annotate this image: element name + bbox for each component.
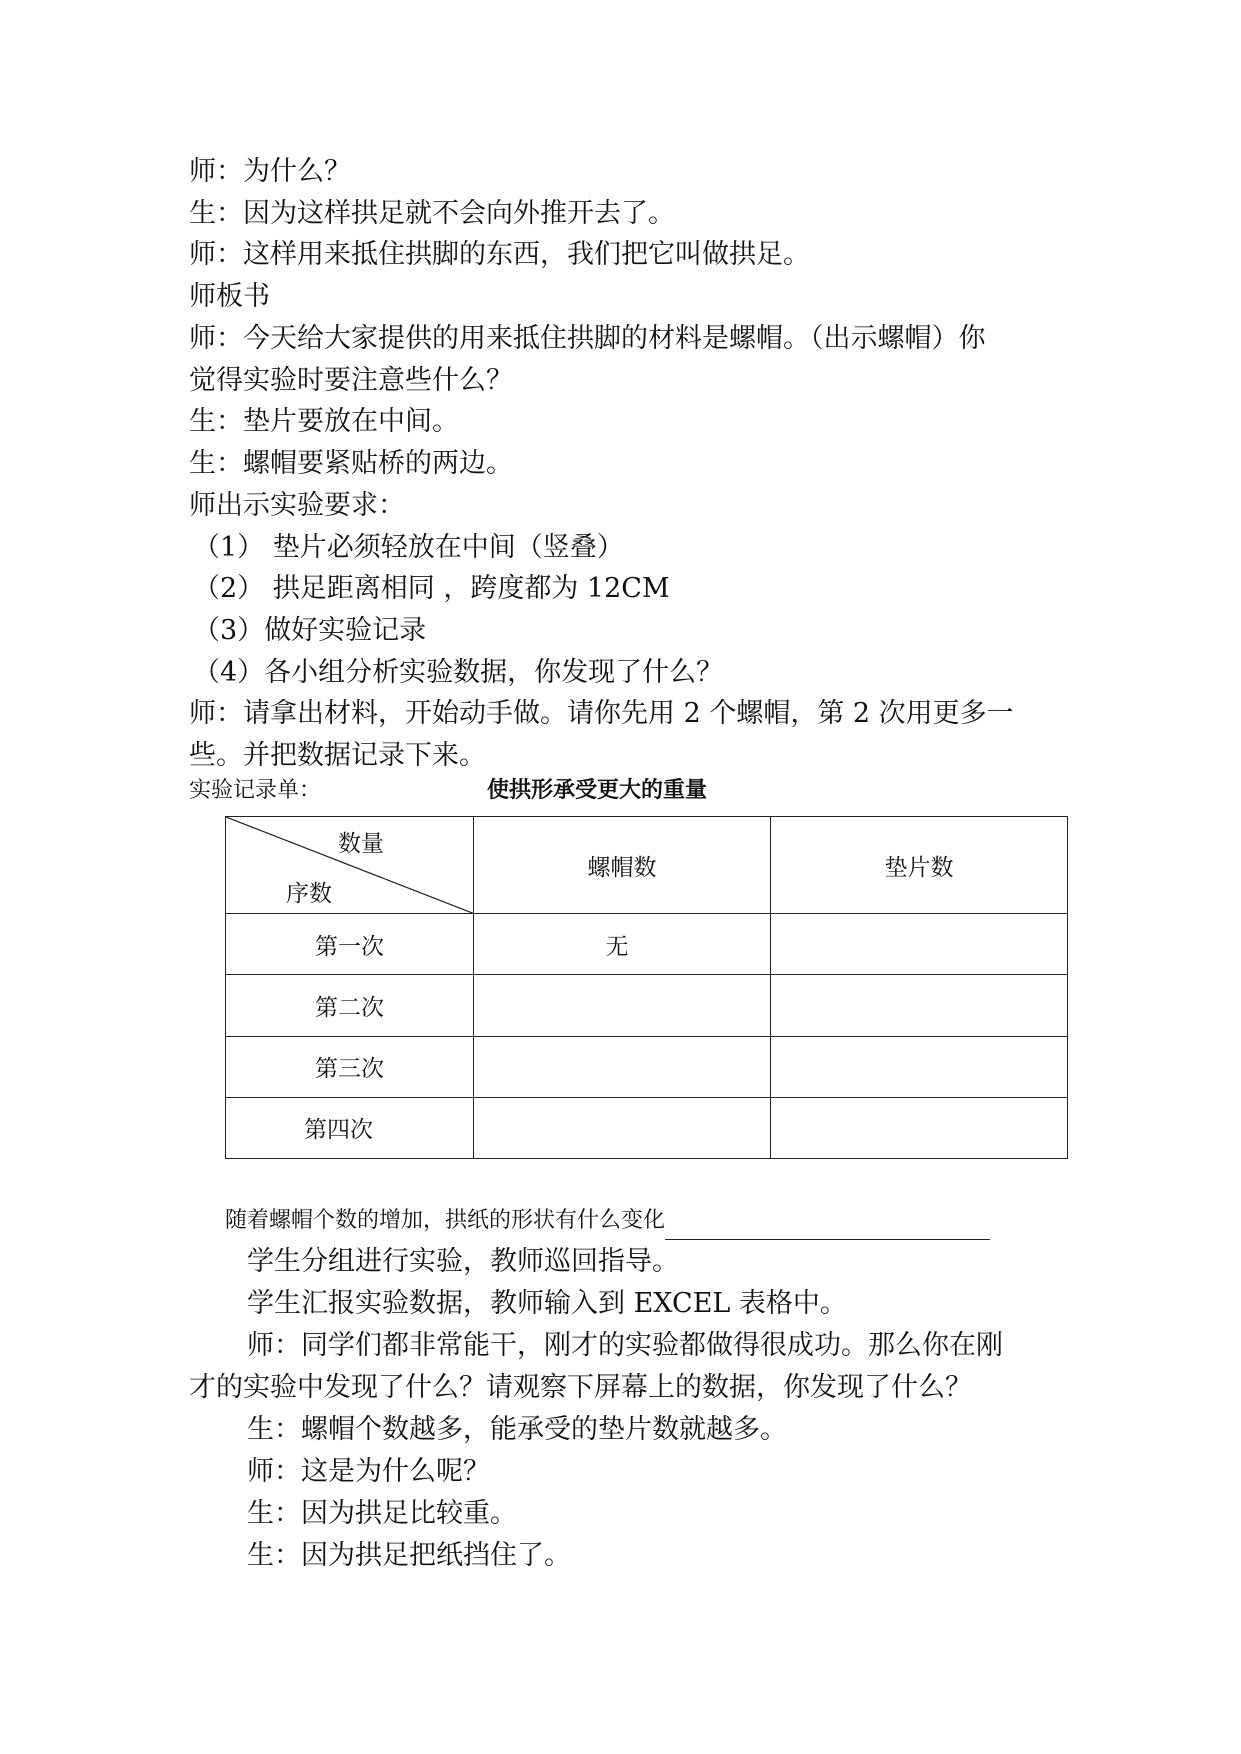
text-line: 生：垫片要放在中间。: [189, 406, 459, 437]
diagonal-header-cell: [226, 817, 474, 914]
text-line: 生：螺帽个数越多，能承受的垫片数就越多。: [247, 1414, 787, 1445]
washers-cell: [771, 1097, 1068, 1158]
requirement-item: （1） 垫片必须轻放在中间（竖叠）: [193, 532, 624, 563]
text-line: 师：请拿出材料，开始动手做。请你先用 2 个螺帽，第 2 次用更多一: [189, 698, 1014, 729]
table-row: [226, 914, 1068, 975]
row-label: 第四次: [226, 1097, 474, 1158]
table-row: [226, 1097, 1068, 1158]
text-line: 生：因为这样拱足就不会向外推开去了。: [189, 198, 675, 229]
table-row: [226, 1036, 1068, 1097]
table-header-row: [226, 817, 1068, 914]
text-line: 师：今天给大家提供的用来抵住拱脚的材料是螺帽。（出示螺帽）你: [189, 323, 986, 354]
washers-cell: [771, 975, 1068, 1036]
header-nuts: 螺帽数: [474, 817, 771, 914]
text-line: 些。并把数据记录下来。: [189, 740, 486, 771]
requirement-item: （4）各小组分析实验数据，你发现了什么？: [193, 657, 724, 688]
text-line: 师：这样用来抵住拱脚的东西，我们把它叫做拱足。: [189, 239, 810, 270]
text-line: 学生分组进行实验，教师巡回指导。: [247, 1246, 679, 1277]
nuts-cell: 无: [474, 914, 771, 975]
nuts-cell: [474, 1097, 771, 1158]
washers-cell: [771, 1036, 1068, 1097]
table-row: [226, 975, 1068, 1036]
row-label: 第二次: [226, 975, 474, 1036]
text-line: 师：同学们都非常能干，刚才的实验都做得很成功。那么你在刚: [247, 1330, 1003, 1361]
header-quantity: 数量: [338, 831, 384, 857]
text-line: 师出示实验要求：: [189, 490, 405, 521]
text-line: 师：为什么？: [189, 156, 351, 187]
record-label: 实验记录单：: [189, 778, 322, 803]
text-line: 生：因为拱足把纸挡住了。: [247, 1540, 571, 1571]
text-line: 学生汇报实验数据，教师输入到 EXCEL 表格中。: [247, 1288, 847, 1319]
record-title: 使拱形承受更大的重量: [487, 778, 708, 803]
washers-cell: [771, 914, 1068, 975]
text-line: 师：这是为什么呢？: [247, 1456, 490, 1487]
nuts-cell: [474, 975, 771, 1036]
text-line: 觉得实验时要注意些什么？: [189, 365, 513, 396]
text-line: 师板书: [189, 281, 270, 312]
row-label: 第三次: [226, 1036, 474, 1097]
question-text: 随着螺帽个数的增加，拱纸的形状有什么变化: [225, 1208, 666, 1233]
text-line: 生：因为拱足比较重。: [247, 1498, 517, 1529]
text-line: 生：螺帽要紧贴桥的两边。: [189, 448, 513, 479]
header-washers: 垫片数: [771, 817, 1068, 914]
header-sequence: 序数: [286, 881, 332, 907]
question-line: [225, 1202, 990, 1240]
nuts-cell: [474, 1036, 771, 1097]
requirement-item: （3）做好实验记录: [193, 615, 427, 646]
requirement-item: （2） 拱足距离相同 ，跨度都为 12CM: [193, 573, 670, 604]
answer-blank: [665, 1215, 990, 1240]
text-line: 才的实验中发现了什么？请观察下屏幕上的数据，你发现了什么？: [189, 1372, 972, 1403]
record-table: [225, 816, 1068, 1159]
row-label: 第一次: [226, 914, 474, 975]
